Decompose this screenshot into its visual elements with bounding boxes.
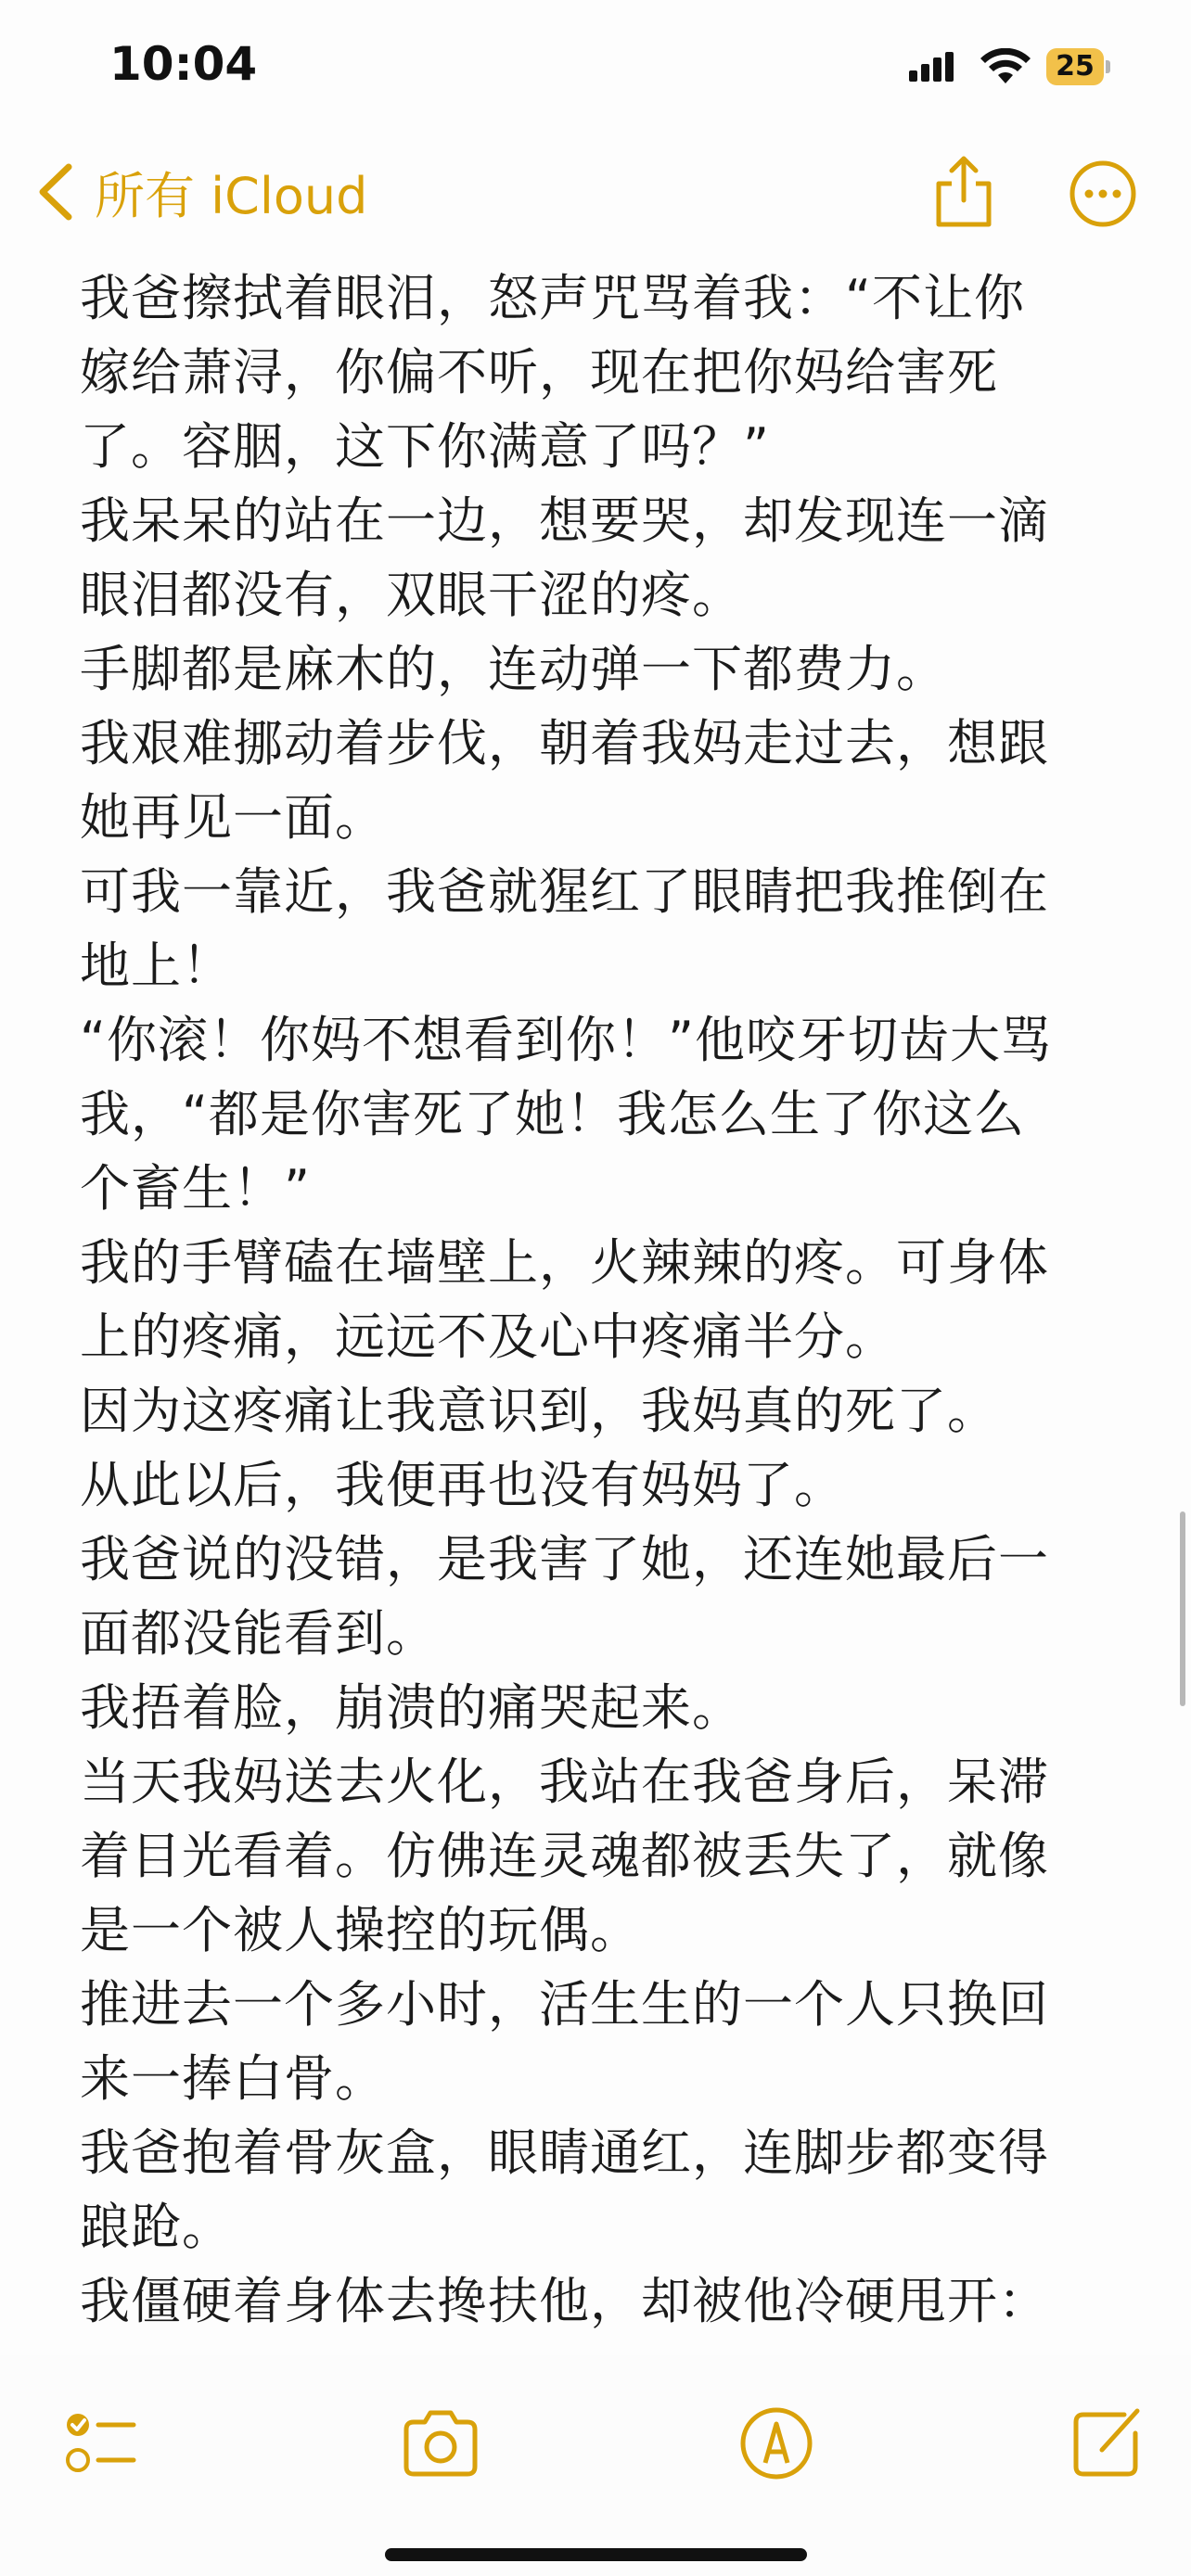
note-line: 面都没能看到。	[80, 1604, 437, 1663]
camera-icon[interactable]	[399, 2402, 482, 2485]
checklist-icon[interactable]	[58, 2402, 141, 2485]
markup-pen-icon[interactable]	[735, 2402, 818, 2485]
back-button-label: 所有 iCloud	[95, 166, 368, 225]
wifi-icon	[980, 48, 1031, 85]
note-line: 我呆呆的站在一边，想要哭，却发现连一滴	[80, 491, 1049, 550]
note-line: 手脚都是麻木的，连动弹一下都费力。	[80, 640, 947, 698]
scroll-indicator[interactable]	[1180, 1511, 1185, 1706]
note-line: 地上！	[80, 937, 233, 995]
battery-icon	[1046, 48, 1111, 85]
chevron-left-icon	[33, 161, 78, 223]
note-line: 嫁给萧浔，你偏不听，现在把你妈给害死	[80, 343, 998, 402]
note-line: 来一捧白骨。	[80, 2049, 386, 2108]
back-button[interactable]	[33, 159, 367, 224]
note-line: 我艰难挪动着步伐，朝着我妈走过去，想跟	[80, 714, 1049, 772]
note-line: 个畜生！”	[80, 1159, 311, 1218]
note-body[interactable]	[80, 261, 1128, 2339]
note-line: 眼泪都没有，双眼干涩的疼。	[80, 566, 743, 624]
note-line: 因为这疼痛让我意识到，我妈真的死了。	[80, 1382, 998, 1440]
note-line: 我僵硬着身体去搀扶他，却被他冷硬甩开：	[80, 2272, 1049, 2330]
note-line: 上的疼痛，远远不及心中疼痛半分。	[80, 1307, 896, 1366]
note-line: 我爸说的没错，是我害了她，还连她最后一	[80, 1530, 1049, 1588]
status-time: 10:04	[109, 37, 258, 91]
note-line: 是一个被人操控的玩偶。	[80, 1901, 641, 1959]
home-indicator[interactable]	[385, 2548, 807, 2561]
compose-icon[interactable]	[1065, 2402, 1148, 2485]
note-line: 我的手臂磕在墙壁上，火辣辣的疼。可身体	[80, 1233, 1049, 1292]
more-options-icon[interactable]	[1069, 159, 1137, 228]
note-line: 踉跄。	[80, 2198, 233, 2256]
note-line: 可我一靠近，我爸就猩红了眼睛把我推倒在	[80, 862, 1049, 921]
note-line: 推进去一个多小时，活生生的一个人只换回	[80, 1975, 1049, 2034]
note-line: 我捂着脸，崩溃的痛哭起来。	[80, 1678, 743, 1737]
navigation-bar	[0, 139, 1191, 241]
bottom-toolbar	[0, 2392, 1191, 2494]
note-line: 了。容胭，这下你满意了吗？”	[80, 417, 770, 476]
note-line: 从此以后，我便再也没有妈妈了。	[80, 1456, 845, 1514]
note-line: 我爸擦拭着眼泪，怒声咒骂着我：“不让你	[80, 269, 1025, 327]
note-line: 我爸抱着骨灰盒，眼睛通红，连脚步都变得	[80, 2123, 1049, 2182]
cellular-signal-icon	[909, 52, 955, 82]
status-bar	[0, 0, 1191, 139]
battery-level: 25	[1056, 50, 1095, 83]
note-line: 当天我妈送去火化，我站在我爸身后，呆滞	[80, 1753, 1049, 1811]
share-icon[interactable]	[931, 154, 996, 228]
note-line: 她再见一面。	[80, 788, 386, 847]
note-line: 我，“都是你害死了她！我怎么生了你这么	[80, 1085, 1025, 1143]
note-line: “你滚！你妈不想看到你！”他咬牙切齿大骂	[80, 1011, 1052, 1069]
note-line: 着目光看着。仿佛连灵魂都被丢失了，就像	[80, 1827, 1049, 1885]
